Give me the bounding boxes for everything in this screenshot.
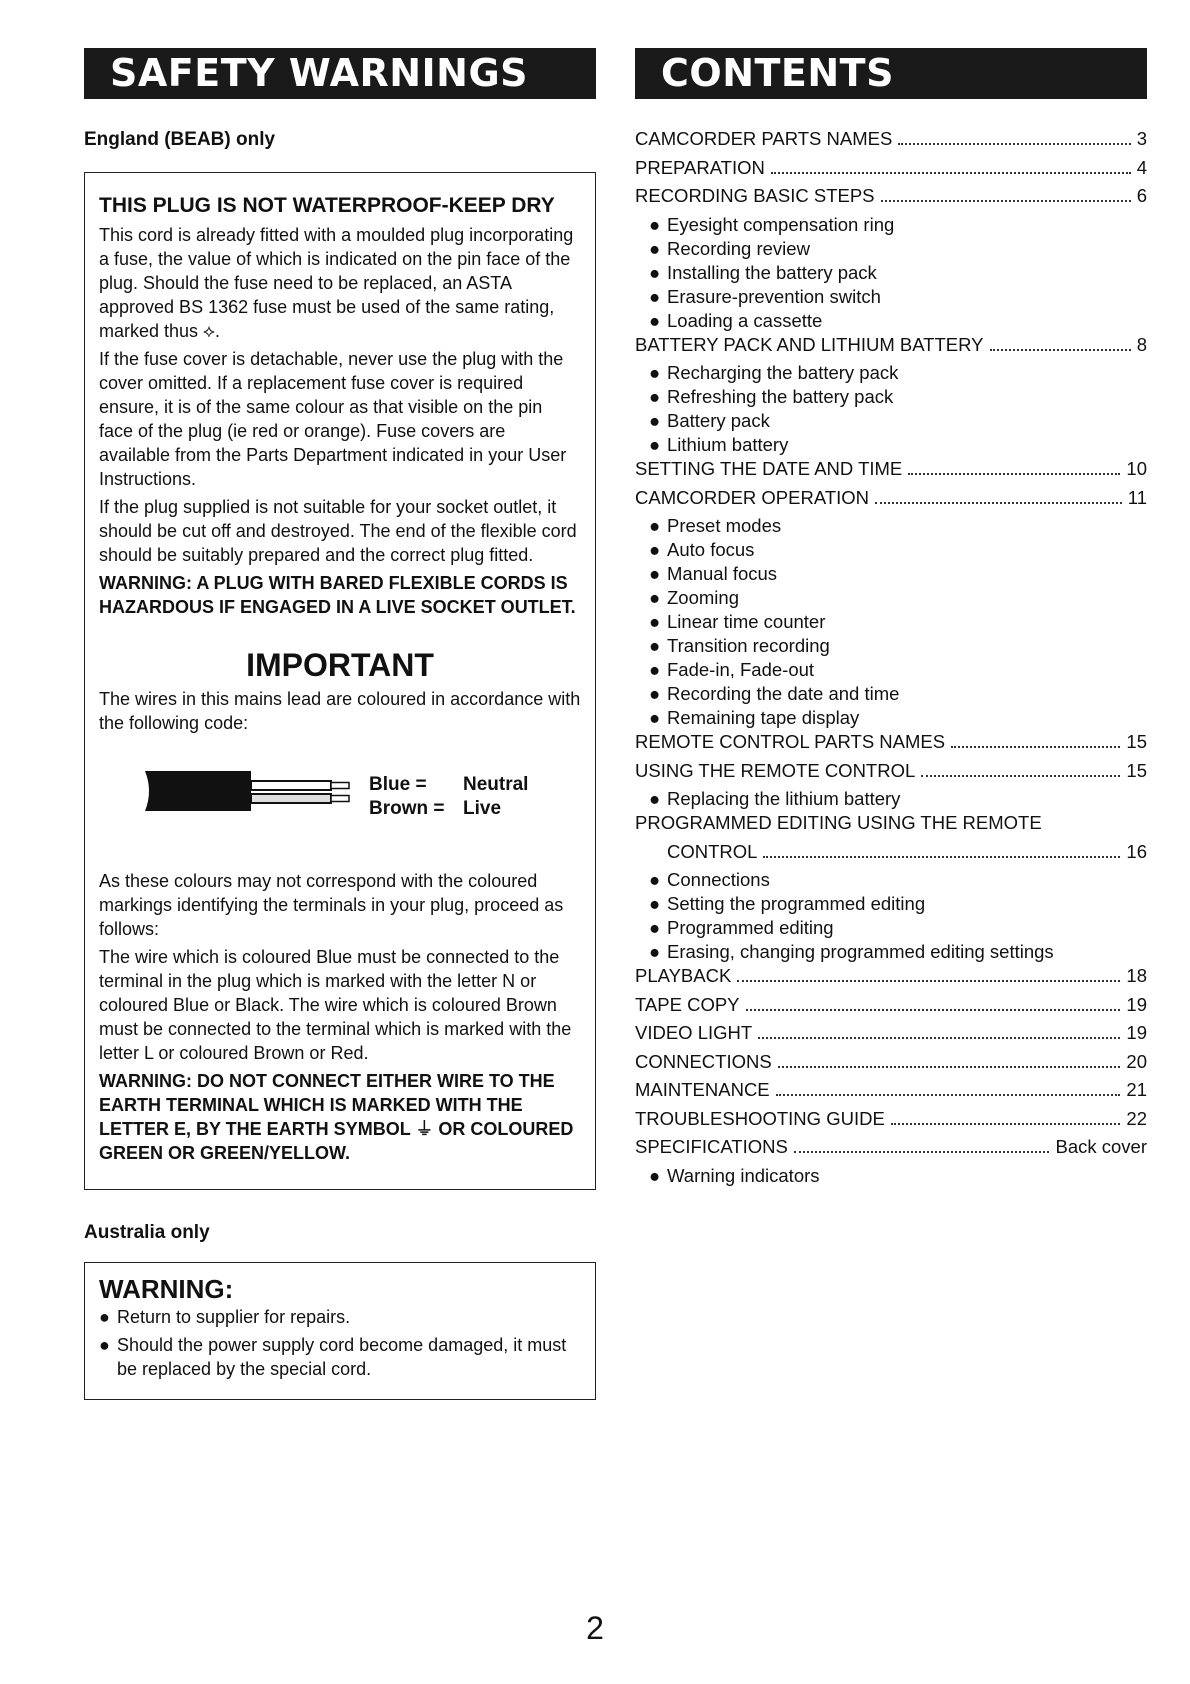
contents-column	[635, 48, 1147, 1189]
toc-entry-page: 19	[1126, 1022, 1147, 1043]
bullet-icon: ●	[649, 659, 661, 680]
toc-subentry	[635, 563, 1147, 587]
toc-entry	[635, 1136, 1147, 1165]
toc-entry-title: BATTERY PACK AND LITHIUM BATTERY	[635, 333, 984, 355]
toc-entry	[635, 1108, 1147, 1137]
toc-subentry	[635, 386, 1147, 410]
bullet-icon: ●	[649, 563, 661, 584]
toc-entry	[635, 487, 1147, 516]
toc-entry-title: VIDEO LIGHT	[635, 1022, 753, 1043]
bullet-icon: ●	[649, 869, 661, 890]
plug-replacement-paragraph: If the plug supplied is not suitable for your socket outlet, it should be cut off and destroyed. The end of the flexible cord should be suitably prepared and the correct plug fitted.	[99, 497, 577, 565]
fuse-cover-paragraph: If the fuse cover is detachable, never use the plug with the cover omitted. If a replacement fuse cover is required ensure, it is of the same colour as that visible on the pin face of the plug (ie red or orange). Fuse covers are available from the Parts Department indicated in your User Instructions.	[99, 349, 567, 489]
toc-subentry-text: Transition recording	[667, 635, 830, 656]
toc-subentry-text: Replacing the lithium battery	[667, 788, 901, 809]
toc-entry-title: PLAYBACK	[635, 965, 732, 986]
toc-leader	[891, 1123, 1121, 1125]
toc-subentry	[635, 1165, 1147, 1189]
toc-subentry	[635, 286, 1147, 310]
bullet-icon: ●	[649, 707, 661, 728]
safety-warnings-column	[84, 48, 596, 1400]
toc-entry-page: 6	[1136, 185, 1147, 206]
bullet-icon: ●	[649, 941, 661, 962]
toc-subentry-text: Erasing, changing programmed editing settings	[667, 941, 1054, 962]
bullet-icon: ●	[649, 635, 661, 656]
wires-intro: The wires in this mains lead are coloured in accordance with the following code:	[99, 689, 581, 733]
toc-subentry	[635, 683, 1147, 707]
toc-leader	[898, 143, 1130, 145]
page-number: 2	[586, 1610, 604, 1646]
colour-correspondence-paragraph: As these colours may not correspond with the coloured markings identifying the terminals in your plug, proceed as follows:	[99, 871, 564, 939]
toc-subentry	[635, 707, 1147, 731]
toc-subentry-text: Zooming	[667, 587, 739, 608]
toc-leader	[794, 1151, 1050, 1153]
toc-entry-title: MAINTENANCE	[635, 1079, 770, 1100]
toc-entry-title: CAMCORDER PARTS NAMES	[635, 128, 893, 149]
toc-leader	[921, 775, 1120, 777]
toc-entry	[635, 965, 1147, 994]
toc-subentry-text: Linear time counter	[667, 611, 826, 632]
toc-entry-title: RECORDING BASIC STEPS	[635, 185, 875, 206]
toc-entry	[635, 334, 1147, 363]
toc-entry-title: PREPARATION	[635, 156, 765, 178]
plug-heading: THIS PLUG IS NOT WATERPROOF-KEEP DRY	[99, 194, 555, 217]
bullet-icon: ●	[649, 261, 661, 283]
toc-subentry-text: Programmed editing	[667, 917, 834, 938]
toc-subentry	[635, 214, 1147, 238]
toc-entry-title: CONNECTIONS	[635, 1050, 772, 1072]
toc-leader	[990, 349, 1131, 351]
toc-subentry	[635, 310, 1147, 334]
toc-subentry	[635, 262, 1147, 286]
toc-entry-page: 4	[1136, 156, 1147, 178]
toc-subentry	[635, 635, 1147, 659]
toc-entry	[635, 760, 1147, 789]
toc-entry-page: Back cover	[1055, 1136, 1147, 1157]
bullet-icon: ●	[649, 213, 661, 235]
toc-subentry	[635, 917, 1147, 941]
important-heading: IMPORTANT	[246, 647, 434, 683]
contents-banner: CONTENTS	[635, 48, 1147, 99]
toc-subentry-text: Auto focus	[667, 539, 755, 560]
toc-entry	[635, 185, 1147, 214]
toc-leader	[746, 1009, 1121, 1011]
toc-subentry	[635, 659, 1147, 683]
toc-entry-title: SETTING THE DATE AND TIME	[635, 458, 903, 479]
toc-subentry	[635, 893, 1147, 917]
toc-leader	[778, 1066, 1121, 1068]
toc-subentry-text: Fade-in, Fade-out	[667, 659, 815, 680]
australia-label: Australia only	[84, 1222, 210, 1243]
england-label: England (BEAB) only	[84, 129, 276, 150]
toc-entry-title: REMOTE CONTROL PARTS NAMES	[635, 731, 946, 752]
toc-entry-page: 20	[1126, 1050, 1147, 1072]
toc-leader	[776, 1094, 1121, 1096]
toc-entry-page: 21	[1126, 1079, 1147, 1100]
cable-icon	[139, 767, 354, 815]
bullet-icon: ●	[649, 362, 661, 383]
toc-entry-page: 22	[1126, 1107, 1147, 1129]
toc-subentry-text: Connections	[667, 869, 770, 890]
toc-entry	[635, 812, 1147, 841]
toc-entry-title: TROUBLESHOOTING GUIDE	[635, 1107, 885, 1129]
australia-warning-item: ● Return to supplier for repairs.	[99, 1307, 351, 1327]
bullet-icon: ●	[649, 539, 661, 560]
toc-entry	[635, 1051, 1147, 1080]
toc-subentry-text: Lithium battery	[667, 434, 789, 455]
toc-entry-page: 11	[1127, 486, 1147, 508]
toc-leader	[771, 172, 1131, 174]
table-of-contents	[635, 128, 1147, 1189]
bullet-icon: ●	[649, 917, 661, 938]
toc-subentry-text: Preset modes	[667, 515, 782, 536]
toc-entry	[635, 1079, 1147, 1108]
bullet-icon: ●	[649, 611, 661, 632]
toc-entry-page: 8	[1136, 333, 1147, 355]
toc-entry-title: CAMCORDER OPERATION	[635, 486, 870, 508]
legend-blue: Blue = Neutral	[369, 774, 529, 795]
bullet-icon: ●	[99, 1335, 110, 1355]
toc-subentry	[635, 869, 1147, 893]
toc-subentry	[635, 515, 1147, 539]
toc-subentry	[635, 410, 1147, 434]
toc-entry	[635, 994, 1147, 1023]
toc-leader	[763, 856, 1120, 858]
toc-subentry-text: Installing the battery pack	[667, 261, 877, 283]
toc-entry-page: 16	[1126, 840, 1147, 862]
toc-entry-page: 10	[1126, 458, 1147, 479]
toc-entry	[635, 1022, 1147, 1051]
toc-entry	[635, 128, 1147, 157]
toc-subentry-text: Battery pack	[667, 410, 770, 431]
toc-entry-title: USING THE REMOTE CONTROL	[635, 759, 916, 781]
bullet-icon: ●	[649, 285, 661, 307]
toc-entry	[635, 458, 1147, 487]
toc-subentry	[635, 238, 1147, 262]
toc-subentry-text: Warning indicators	[667, 1164, 820, 1186]
bullet-icon: ●	[649, 683, 661, 704]
australia-warning-item: ● Should the power supply cord become damaged, it must be replaced by the special cord.	[99, 1335, 567, 1379]
bullet-icon: ●	[649, 515, 661, 536]
toc-subentry	[635, 362, 1147, 386]
bullet-icon: ●	[649, 434, 661, 455]
toc-entry-title: PROGRAMMED EDITING USING THE REMOTE	[635, 812, 1042, 833]
toc-subentry	[635, 941, 1147, 965]
toc-entry-page: 15	[1126, 759, 1147, 781]
toc-entry-title: SPECIFICATIONS	[635, 1136, 788, 1157]
bullet-icon: ●	[649, 788, 661, 809]
safety-warnings-banner: SAFETY WARNINGS	[84, 48, 596, 99]
toc-subentry-text: Recording review	[667, 237, 810, 259]
toc-leader	[881, 200, 1131, 202]
toc-subentry	[635, 539, 1147, 563]
toc-subentry-text: Loading a cassette	[667, 309, 823, 331]
toc-subentry-text: Refreshing the battery pack	[667, 386, 894, 407]
toc-entry-page: 3	[1136, 128, 1147, 149]
toc-entry-title: TAPE COPY	[635, 993, 740, 1015]
england-warning-box	[84, 172, 596, 1190]
australia-warning-heading: WARNING:	[99, 1274, 234, 1304]
wire-diagram	[99, 755, 581, 841]
toc-leader	[737, 980, 1120, 982]
bared-cord-warning: WARNING: A PLUG WITH BARED FLEXIBLE CORDS IS HAZARDOUS IF ENGAGED IN A LIVE SOCKET OUTLET.	[99, 573, 576, 617]
australia-warning-box	[84, 1262, 596, 1400]
toc-entry-continued	[635, 841, 1147, 870]
toc-subentry-text: Eyesight compensation ring	[667, 213, 895, 235]
toc-entry-page: 18	[1126, 965, 1147, 986]
bullet-icon: ●	[99, 1307, 110, 1327]
toc-subentry	[635, 587, 1147, 611]
toc-subentry-text: Erasure-prevention switch	[667, 285, 881, 307]
toc-subentry-text: Recording the date and time	[667, 683, 900, 704]
toc-subentry-text: Setting the programmed editing	[667, 893, 926, 914]
bullet-icon: ●	[649, 410, 661, 431]
toc-subentry	[635, 611, 1147, 635]
earth-terminal-warning: WARNING: DO NOT CONNECT EITHER WIRE TO THE EARTH TERMINAL WHICH IS MARKED WITH THE LETTER E, BY THE EARTH SYMBOL ⏚ OR COLOURED GREEN OR GREEN/YELLOW.	[99, 1071, 574, 1163]
bullet-icon: ●	[649, 386, 661, 407]
legend-brown: Brown = Live	[369, 798, 502, 819]
toc-leader	[758, 1037, 1120, 1039]
toc-leader	[951, 746, 1120, 748]
bullet-icon: ●	[649, 893, 661, 914]
toc-entry	[635, 731, 1147, 760]
wire-connection-paragraph: The wire which is coloured Blue must be connected to the terminal in the plug which is marked with the letter N or coloured Blue or Black. The wire which is coloured Brown must be connected to the terminal which is marked with the letter L or coloured Brown or Red.	[99, 947, 572, 1063]
bullet-icon: ●	[649, 237, 661, 259]
bullet-icon: ●	[649, 587, 661, 608]
toc-entry-page: 15	[1126, 731, 1147, 752]
toc-subentry-text: Recharging the battery pack	[667, 362, 899, 383]
toc-entry-title: CONTROL	[667, 840, 758, 862]
toc-subentry-text: Remaining tape display	[667, 707, 860, 728]
toc-entry-page: 19	[1126, 993, 1147, 1015]
bullet-icon: ●	[649, 1164, 661, 1186]
toc-entry	[635, 157, 1147, 186]
toc-subentry	[635, 434, 1147, 458]
toc-subentry-text: Manual focus	[667, 563, 778, 584]
toc-subentry	[635, 788, 1147, 812]
fuse-paragraph: This cord is already fitted with a moulded plug incorporating a fuse, the value of which is indicated on the pin face of the plug. Should the fuse need to be replaced, an ASTA approved BS 1362 fuse must be used of the same rating, marked thus ⟡.	[99, 225, 574, 341]
toc-leader	[908, 473, 1120, 475]
wire-legend	[369, 773, 528, 821]
toc-leader	[875, 502, 1122, 504]
bullet-icon: ●	[649, 309, 661, 331]
